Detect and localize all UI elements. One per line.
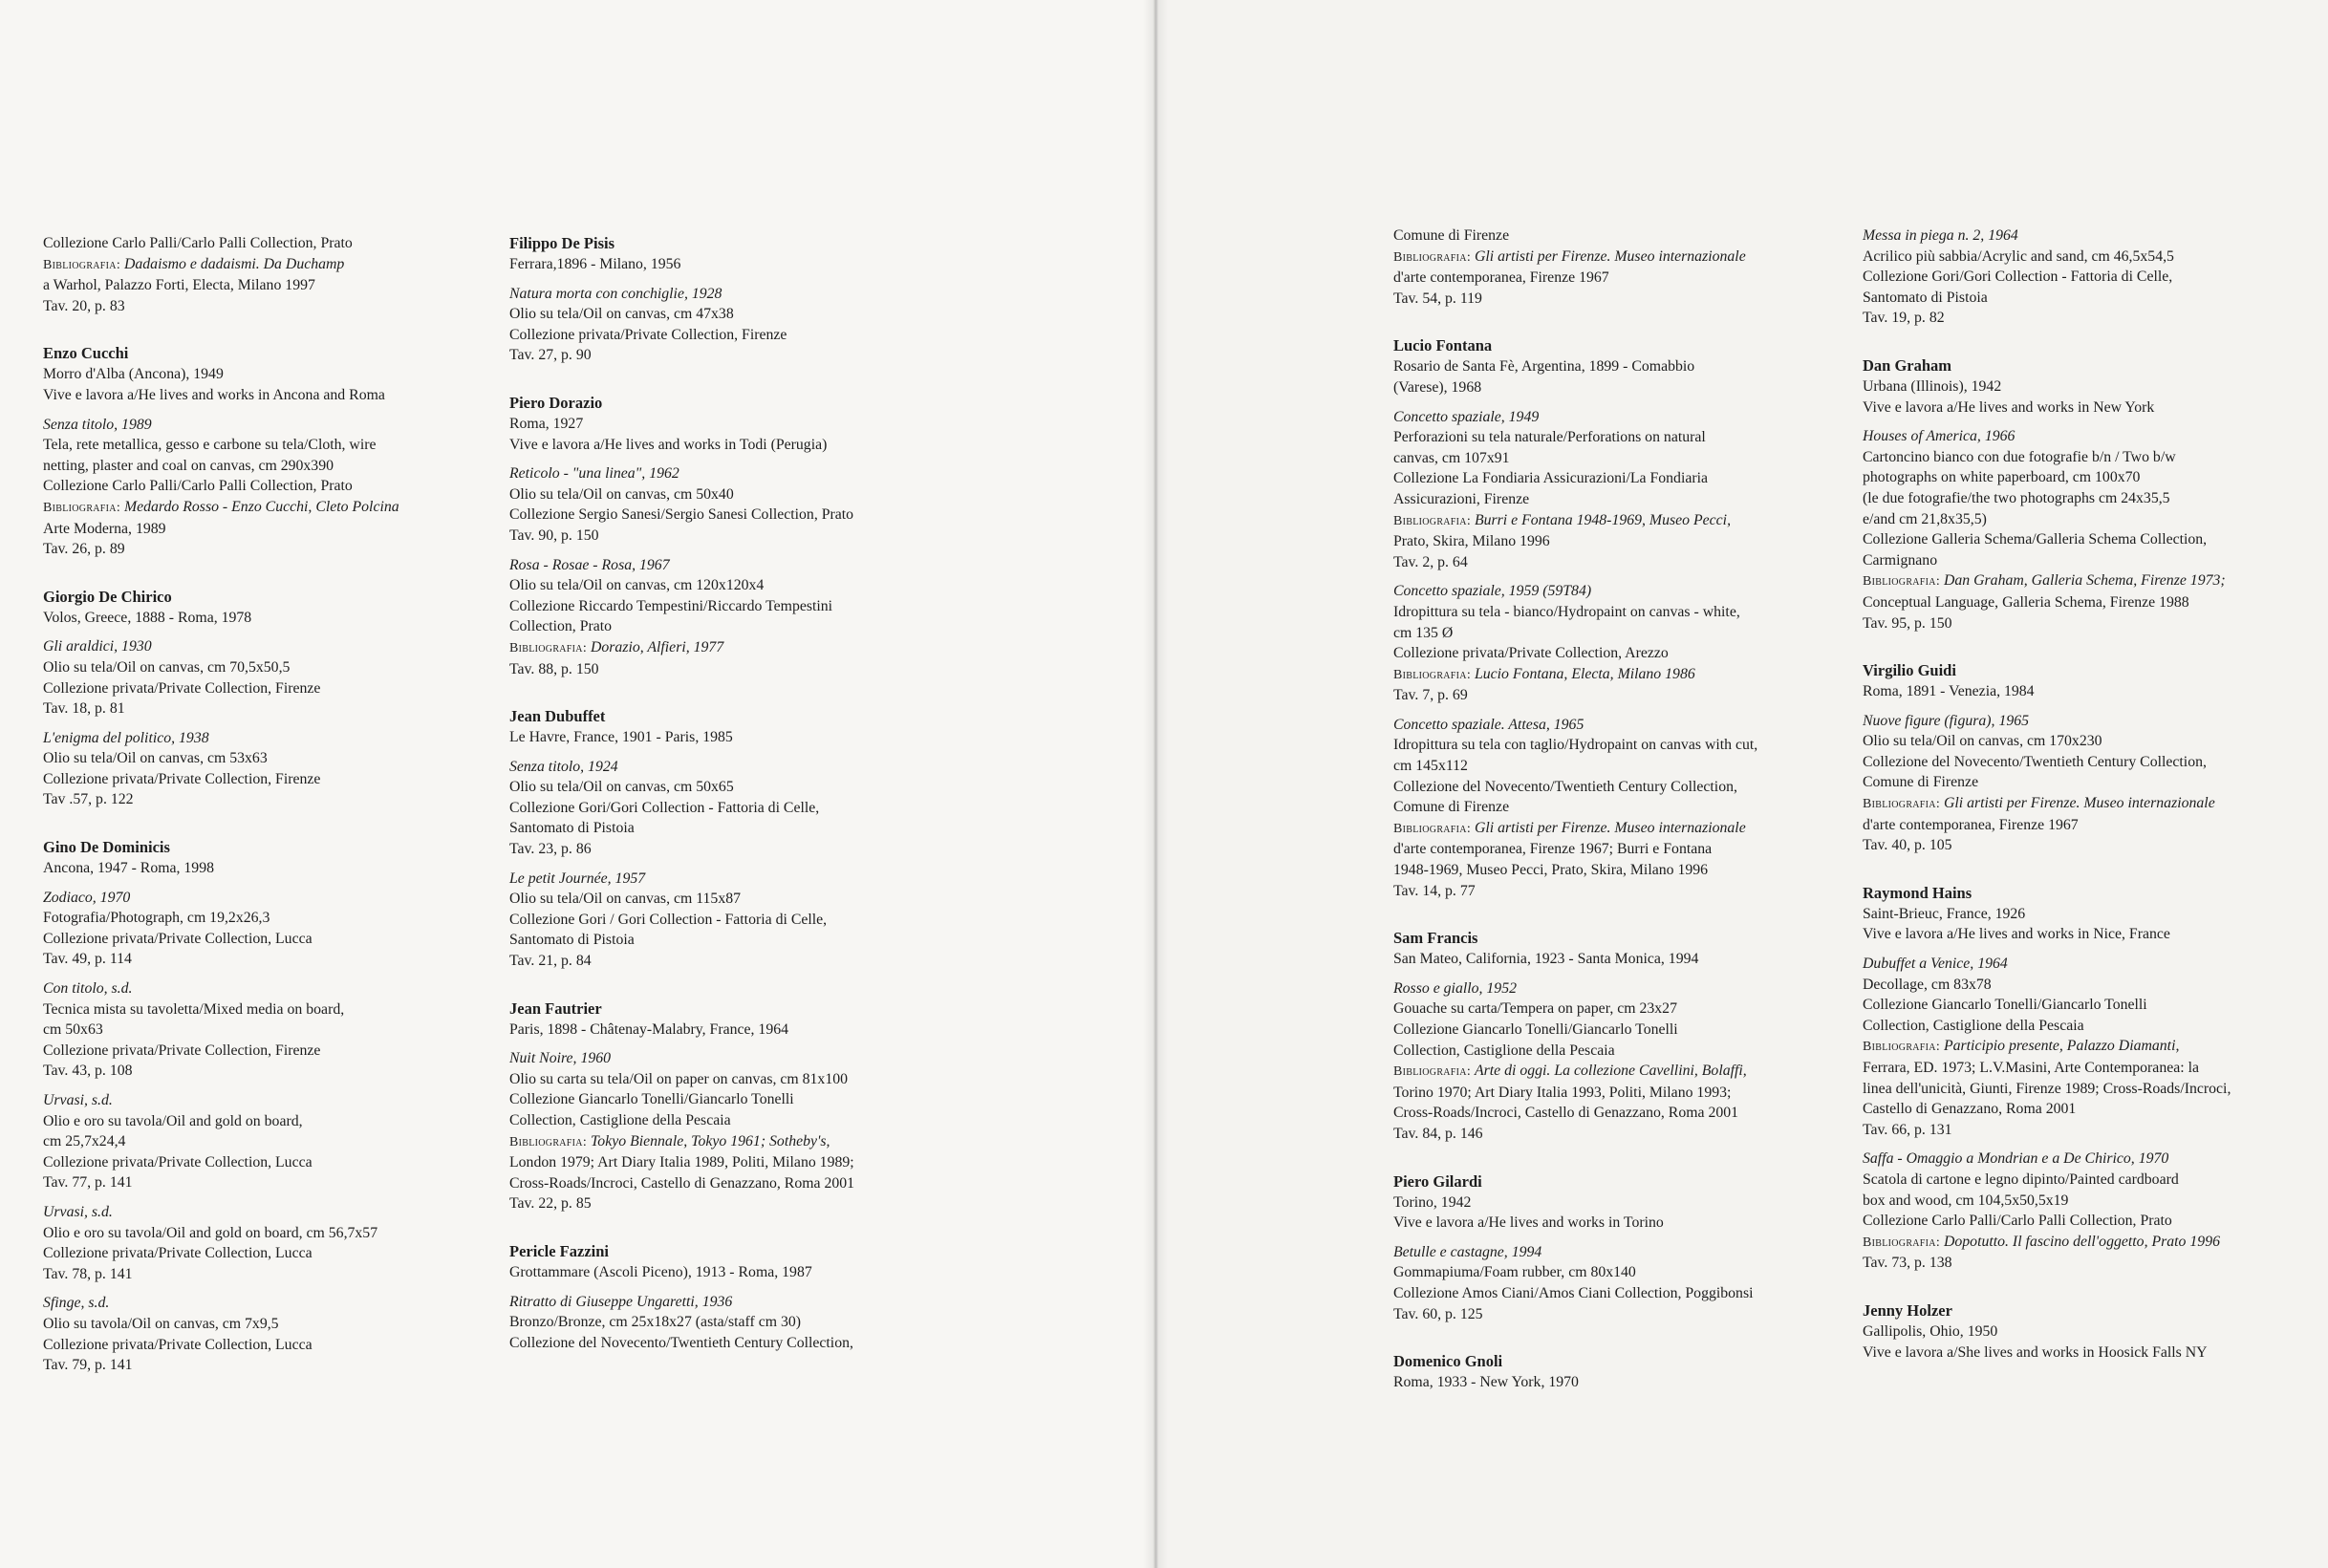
artist-entry [1863, 660, 2312, 856]
artwork [1863, 954, 2312, 1140]
artist-info: Le Havre, France, 1901 - Paris, 1985 [509, 729, 733, 746]
artwork-detail: Decollage, cm 83x78 [1863, 976, 1992, 993]
artwork [509, 555, 959, 680]
artwork-detail: Scatola di cartone e legno dipinto/Painted cardboard [1863, 1171, 2179, 1188]
bibliography-line [509, 1131, 959, 1153]
artist-entry [509, 706, 959, 972]
bibliography-text: Dadaismo e dadaismi. Da Duchamp [123, 255, 345, 272]
bibliography-line [1863, 570, 2312, 592]
artwork-detail: Tav. 60, p. 125 [1393, 1305, 1483, 1322]
artwork-detail: linea dell'unicità, Giunti, Firenze 1989; Cross-Roads/Incroci, [1863, 1080, 2231, 1097]
artist-entry [509, 1241, 959, 1353]
bibliography-text: Medardo Rosso - Enzo Cucchi, Cleto Polcina [123, 498, 399, 515]
artwork-detail: Gouache su carta/Tempera on paper, cm 23x27 [1393, 1000, 1677, 1018]
artist-info: Volos, Greece, 1888 - Roma, 1978 [43, 609, 252, 626]
artwork-detail: Collezione del Novecento/Twentieth Century Collection, [1393, 778, 1737, 795]
artwork-detail: netting, plaster and coal on canvas, cm 290x390 [43, 457, 334, 474]
artwork-detail: Tav. 66, p. 131 [1863, 1121, 1952, 1138]
artwork-detail: Tav. 90, p. 150 [509, 526, 599, 544]
artwork-detail: Collection, Castiglione della Pescaia [1863, 1017, 2084, 1034]
artwork-detail: Gommapiuma/Foam rubber, cm 80x140 [1393, 1264, 1636, 1281]
artwork-detail: Collezione Gori/Gori Collection - Fattoria di Celle, [1863, 268, 2173, 286]
bibliography-label: Bibliografia: [1863, 797, 1941, 812]
artwork-title: Natura morta con conchiglie, 1928 [509, 285, 722, 302]
artwork-detail: Collezione Sergio Sanesi/Sergio Sanesi Collection, Prato [509, 506, 854, 524]
artwork-detail: Olio su tela/Oil on canvas, cm 70,5x50,5 [43, 658, 291, 676]
artist-entry [509, 999, 959, 1214]
artist-entry [1863, 355, 2312, 634]
artwork [43, 728, 492, 810]
artwork-title: Ritratto di Giuseppe Ungaretti, 1936 [509, 1293, 733, 1310]
column-4 [1863, 226, 2312, 1389]
artwork-detail: Olio su tavola/Oil on canvas, cm 7x9,5 [43, 1315, 279, 1332]
artist-name: Raymond Hains [1863, 883, 1972, 902]
artwork-title: Zodiaco, 1970 [43, 889, 131, 906]
artwork [1393, 978, 1843, 1145]
artwork-detail: Collezione Carlo Palli/Carlo Palli Collection, Prato [43, 235, 353, 251]
artwork-detail: a Warhol, Palazzo Forti, Electa, Milano 1997 [43, 277, 315, 294]
artwork-detail: Santomato di Pistoia [509, 932, 635, 949]
bibliography-line [43, 497, 492, 519]
artist-entry [43, 587, 492, 810]
artwork-detail: Santomato di Pistoia [1863, 289, 1988, 306]
artwork-detail: Collezione privata/Private Collection, Firenze [509, 326, 787, 343]
artwork [1393, 1242, 1843, 1324]
artist-info: Vive e lavora a/He lives and works in Torino [1393, 1214, 1664, 1232]
artwork-detail: Tecnica mista su tavoletta/Mixed media on board, [43, 1000, 345, 1018]
artist-entry [1863, 883, 2312, 1274]
artwork-detail: Olio su tela/Oil on canvas, cm 50x40 [509, 485, 734, 503]
artwork-title: Nuove figure (figura), 1965 [1863, 712, 2030, 729]
bibliography-label: Bibliografia: [43, 500, 121, 515]
artwork-detail: Ferrara, ED. 1973; L.V.Masini, Arte Contemporanea: la [1863, 1060, 2199, 1076]
artwork [43, 1090, 492, 1193]
artwork-title: Urvasi, s.d. [43, 1092, 113, 1108]
artwork [509, 284, 959, 366]
artist-name: Filippo De Pisis [509, 234, 615, 252]
artwork-detail: Assicurazioni, Firenze [1393, 490, 1530, 507]
artwork-detail: Tav. 19, p. 82 [1863, 310, 1945, 327]
artwork [43, 415, 492, 560]
artist-info: Paris, 1898 - Châtenay-Malabry, France, 1964 [509, 1020, 789, 1038]
artwork-detail: Tav. 27, p. 90 [509, 347, 592, 364]
artwork [509, 869, 959, 972]
artwork-detail: Collezione privata/Private Collection, Firenze [43, 679, 321, 697]
column-2 [509, 233, 959, 1380]
bibliography-label: Bibliografia: [1393, 667, 1472, 682]
artwork-detail: Collezione privata/Private Collection, Lucca [43, 1245, 313, 1262]
artwork [43, 1202, 492, 1284]
artwork-detail: d'arte contemporanea, Firenze 1967; Burri e Fontana [1393, 841, 1713, 858]
artwork-detail: Castello di Genazzano, Roma 2001 [1863, 1101, 2077, 1118]
artwork-detail: cm 135 Ø [1393, 624, 1454, 641]
artwork [43, 888, 492, 970]
artwork-title: Gli araldici, 1930 [43, 638, 152, 655]
artist-entry [43, 343, 492, 559]
artwork [509, 1292, 959, 1354]
artwork-detail: Tav. 26, p. 89 [43, 541, 125, 558]
artwork [1863, 711, 2312, 856]
artwork-detail: Olio su tela/Oil on canvas, cm 170x230 [1863, 733, 2102, 750]
column-3 [1393, 226, 1843, 1420]
artist-name: Giorgio De Chirico [43, 587, 172, 606]
artwork-detail: Torino 1970; Art Diary Italia 1993, Politi, Milano 1993; [1393, 1084, 1732, 1101]
artwork-detail: cm 25,7x24,4 [43, 1133, 126, 1150]
artwork-detail: Tav. 88, p. 150 [509, 660, 599, 677]
bibliography-label: Bibliografia: [509, 640, 588, 655]
artwork-detail: Tav. 73, p. 138 [1863, 1255, 1952, 1272]
artwork-detail: Tav. 79, p. 141 [43, 1357, 133, 1374]
artist-entry [1393, 226, 1843, 309]
artist-name: Piero Gilardi [1393, 1171, 1482, 1191]
artist-info: Roma, 1933 - New York, 1970 [1393, 1374, 1579, 1391]
bibliography-line [1393, 818, 1843, 840]
artist-name: Lucio Fontana [1393, 336, 1493, 355]
artwork-detail: Fotografia/Photograph, cm 19,2x26,3 [43, 910, 270, 927]
bibliography-line [1863, 793, 2312, 815]
artwork-detail: Bronzo/Bronze, cm 25x18x27 (asta/staff cm 30) [509, 1314, 802, 1331]
artist-name: Virgilio Guidi [1863, 661, 1956, 680]
artwork-detail: Olio su tela/Oil on canvas, cm 120x120x4 [509, 577, 765, 594]
artwork-detail: cm 145x112 [1393, 758, 1468, 775]
artwork-detail: London 1979; Art Diary Italia 1989, Politi, Milano 1989; [509, 1154, 854, 1171]
bibliography-text: Tokyo Biennale, Tokyo 1961; Sotheby's, [590, 1132, 830, 1149]
artwork-title: Betulle e castagne, 1994 [1393, 1243, 1542, 1260]
artist-entry [1393, 1351, 1843, 1393]
artist-name: Domenico Gnoli [1393, 1352, 1503, 1371]
artist-entry [1863, 226, 2312, 329]
column-1 [43, 233, 492, 1403]
artwork-detail: Olio e oro su tavola/Oil and gold on board, [43, 1112, 303, 1129]
artist-entry [1393, 335, 1843, 901]
artwork-detail: Collezione Amos Ciani/Amos Ciani Collection, Poggibonsi [1393, 1284, 1754, 1301]
artwork-detail: Collezione Carlo Palli/Carlo Palli Collection, Prato [1863, 1213, 2172, 1230]
artwork-detail: Tav. 40, p. 105 [1863, 837, 1952, 854]
artwork-detail: Cartoncino bianco con due fotografie b/n / Two b/w [1863, 448, 2176, 465]
artwork-title: Saffa - Omaggio a Mondrian e a De Chirico, 1970 [1863, 1150, 2169, 1168]
artwork-detail: Collezione privata/Private Collection, Firenze [43, 770, 321, 787]
artwork-title: Senza titolo, 1989 [43, 416, 152, 433]
artwork-detail: e/and cm 21,8x35,5) [1863, 510, 1987, 527]
artwork-detail: Collezione Giancarlo Tonelli/Giancarlo Tonelli [1393, 1021, 1678, 1038]
artwork-title: Concetto spaziale. Attesa, 1965 [1393, 716, 1584, 733]
artwork-detail: Collezione Giancarlo Tonelli/Giancarlo Tonelli [509, 1091, 794, 1108]
artwork-detail: Olio su tela/Oil on canvas, cm 47x38 [509, 306, 734, 323]
artwork-detail: Cross-Roads/Incroci, Castello di Genazzano, Roma 2001 [509, 1174, 855, 1192]
artwork-detail: Collezione Riccardo Tempestini/Riccardo Tempestini [509, 597, 833, 614]
artist-entry [43, 233, 492, 316]
artwork-title: Rosso e giallo, 1952 [1393, 979, 1518, 997]
artwork-title: Messa in piega n. 2, 1964 [1863, 227, 2018, 244]
artwork-detail: Collezione privata/Private Collection, Lucca [43, 930, 313, 947]
bibliography-line [1393, 664, 1843, 686]
artist-info: Vive e lavora a/He lives and works in New York [1863, 398, 2155, 416]
book-gutter [1143, 0, 1168, 1568]
artwork [1863, 1149, 2312, 1274]
artwork-detail: (le due fotografie/the two photographs cm 24x35,5 [1863, 489, 2170, 506]
artist-info: Roma, 1891 - Venezia, 1984 [1863, 683, 2035, 700]
artist-info: Vive e lavora a/He lives and works in Ancona and Roma [43, 386, 385, 403]
artwork-detail: Olio e oro su tavola/Oil and gold on board, cm 56,7x57 [43, 1224, 378, 1241]
artwork-title: L'enigma del politico, 1938 [43, 729, 209, 746]
artwork [43, 978, 492, 1082]
artwork-detail: Olio su carta su tela/Oil on paper on canvas, cm 81x100 [509, 1070, 849, 1087]
artwork-detail: Tav. 78, p. 141 [43, 1265, 133, 1282]
artist-info: San Mateo, California, 1923 - Santa Monica, 1994 [1393, 951, 1699, 968]
bibliography-label: Bibliografia: [1393, 1064, 1472, 1080]
bibliography-label: Bibliografia: [1863, 1235, 1941, 1250]
artwork-detail: Tav. 21, p. 84 [509, 953, 592, 970]
artwork-title: Rosa - Rosae - Rosa, 1967 [509, 556, 670, 573]
artwork-detail: Collezione Giancarlo Tonelli/Giancarlo Tonelli [1863, 997, 2147, 1014]
bibliography-label: Bibliografia: [1863, 574, 1941, 590]
bibliography-text: Arte di oggi. La collezione Cavellini, Bolaffi, [1474, 1063, 1747, 1080]
artist-entry [509, 393, 959, 679]
artwork-detail: Olio su tela/Oil on canvas, cm 53x63 [43, 750, 268, 767]
artwork-detail: Idropittura su tela con taglio/Hydropaint on canvas with cut, [1393, 737, 1758, 754]
artwork [1863, 226, 2312, 329]
bibliography-text: Gli artisti per Firenze. Museo internazionale [1943, 795, 2215, 812]
artwork-detail: photographs on white paperboard, cm 100x70 [1863, 469, 2141, 486]
artwork-detail: box and wood, cm 104,5x50,5x19 [1863, 1192, 2069, 1209]
artwork-detail: Tav. 49, p. 114 [43, 951, 132, 968]
artwork [43, 636, 492, 719]
bibliography-line [43, 254, 492, 276]
artwork-detail: Collezione privata/Private Collection, Lucca [43, 1336, 313, 1353]
artwork-detail: Cross-Roads/Incroci, Castello di Genazzano, Roma 2001 [1393, 1105, 1739, 1122]
artwork-detail: Idropittura su tela - bianco/Hydropaint on canvas - white, [1393, 603, 1740, 620]
artwork-title: Con titolo, s.d. [43, 980, 133, 998]
bibliography-label: Bibliografia: [509, 1134, 588, 1149]
artwork [1393, 581, 1843, 706]
artwork-detail: Santomato di Pistoia [509, 820, 635, 837]
artwork-detail: Tela, rete metallica, gesso e carbone su tela/Cloth, wire [43, 437, 377, 454]
artwork-title: Dubuffet a Venice, 1964 [1863, 956, 2008, 973]
artist-info: Morro d'Alba (Ancona), 1949 [43, 366, 224, 383]
artwork-detail: Conceptual Language, Galleria Schema, Firenze 1988 [1863, 593, 2189, 611]
bibliography-text: Gli artisti per Firenze. Museo internazionale [1474, 819, 1746, 836]
artwork-detail: Tav. 22, p. 85 [509, 1195, 592, 1213]
artwork-detail: Comune di Firenze [1393, 227, 1510, 244]
artwork-title: Houses of America, 1966 [1863, 428, 2015, 445]
artist-entry [509, 233, 959, 366]
artwork-detail: Arte Moderna, 1989 [43, 520, 166, 537]
artwork [43, 233, 492, 316]
artist-info: Vive e lavora a/He lives and works in Todi (Perugia) [509, 436, 828, 453]
artwork [1393, 715, 1843, 901]
artist-name: Jean Fautrier [509, 999, 602, 1018]
artwork-detail: Comune di Firenze [1393, 799, 1510, 816]
artist-name: Enzo Cucchi [43, 344, 129, 363]
bibliography-line [1863, 1036, 2312, 1058]
artwork-detail: Perforazioni su tela naturale/Perforations on natural [1393, 429, 1706, 446]
artwork-detail: Tav. 43, p. 108 [43, 1063, 133, 1080]
bibliography-text: Dopotutto. Il fascino dell'oggetto, Prato 1996 [1943, 1233, 2220, 1250]
bibliography-label: Bibliografia: [43, 257, 121, 272]
artwork-detail: Collection, Castiglione della Pescaia [509, 1112, 731, 1128]
artist-info: Grottammare (Ascoli Piceno), 1913 - Roma, 1987 [509, 1263, 812, 1280]
artwork-detail: 1948-1969, Museo Pecci, Prato, Skira, Milano 1996 [1393, 862, 1709, 879]
artwork-detail: d'arte contemporanea, Firenze 1967 [1863, 816, 2079, 833]
artist-entry [1393, 1171, 1843, 1325]
bibliography-text: Participio presente, Palazzo Diamanti, [1943, 1038, 2180, 1055]
artist-name: Piero Dorazio [509, 393, 603, 412]
artist-info: Vive e lavora a/She lives and works in Hoosick Falls NY [1863, 1343, 2208, 1361]
artist-info: (Varese), 1968 [1393, 378, 1482, 396]
artist-name: Gino De Dominicis [43, 838, 170, 857]
artwork-detail: Collezione privata/Private Collection, Firenze [43, 1042, 321, 1059]
artwork-title: Le petit Journée, 1957 [509, 870, 646, 887]
bibliography-text: Lucio Fontana, Electa, Milano 1986 [1474, 665, 1695, 682]
artwork-detail: Tav. 84, p. 146 [1393, 1125, 1483, 1142]
artwork-detail: canvas, cm 107x91 [1393, 449, 1510, 466]
artwork-detail: Acrilico più sabbia/Acrylic and sand, cm 46,5x54,5 [1863, 247, 2174, 265]
artwork-detail: Prato, Skira, Milano 1996 [1393, 533, 1550, 550]
artist-name: Sam Francis [1393, 929, 1478, 948]
bibliography-text: Dan Graham, Galleria Schema, Firenze 1973; [1943, 572, 2226, 590]
artwork-detail: Tav. 7, p. 69 [1393, 687, 1468, 704]
artwork-detail: Collezione Carlo Palli/Carlo Palli Collection, Prato [43, 478, 353, 495]
artwork-detail: Tav. 18, p. 81 [43, 700, 125, 718]
artwork-detail: Collezione Galleria Schema/Galleria Schema Collection, [1863, 531, 2208, 548]
artwork-detail: Carmignano [1863, 551, 1938, 569]
artwork-detail: Tav. 77, p. 141 [43, 1174, 133, 1192]
artwork-detail: Collezione Gori/Gori Collection - Fattoria di Celle, [509, 799, 820, 816]
artwork-detail: Collezione del Novecento/Twentieth Century Collection, [1863, 753, 2207, 770]
bibliography-label: Bibliografia: [1393, 513, 1472, 528]
artwork-detail: Tav. 20, p. 83 [43, 297, 125, 314]
artist-info: Urbana (Illinois), 1942 [1863, 377, 2002, 395]
bibliography-line [1393, 510, 1843, 532]
bibliography-line [1863, 1232, 2312, 1254]
artist-name: Jenny Holzer [1863, 1300, 1952, 1320]
artist-entry [43, 837, 492, 1376]
artwork-detail: Tav. 95, p. 150 [1863, 614, 1952, 632]
artist-name: Jean Dubuffet [509, 707, 606, 726]
artwork-title: Concetto spaziale, 1949 [1393, 408, 1540, 425]
artwork [43, 1293, 492, 1375]
bibliography-text: Gli artisti per Firenze. Museo internazionale [1474, 247, 1746, 265]
artist-info: Roma, 1927 [509, 415, 584, 432]
artwork-detail: Tav. 23, p. 86 [509, 841, 592, 858]
artwork-detail: Collezione La Fondiaria Assicurazioni/La Fondiaria [1393, 470, 1709, 487]
artwork-detail: Collezione del Novecento/Twentieth Century Collection, [509, 1334, 853, 1351]
artist-entry [1393, 928, 1843, 1144]
artwork-detail: cm 50x63 [43, 1021, 103, 1039]
artist-info: Gallipolis, Ohio, 1950 [1863, 1322, 1998, 1340]
artwork-title: Urvasi, s.d. [43, 1203, 113, 1220]
artwork-detail: Collection, Castiglione della Pescaia [1393, 1042, 1615, 1059]
artist-info: Torino, 1942 [1393, 1193, 1472, 1211]
bibliography-label: Bibliografia: [1863, 1040, 1941, 1055]
artwork [1863, 426, 2312, 634]
artwork [1393, 226, 1843, 309]
artwork-detail: Olio su tela/Oil on canvas, cm 50x65 [509, 779, 734, 796]
artwork-title: Sfinge, s.d. [43, 1295, 110, 1312]
bibliography-line [1393, 247, 1843, 268]
bibliography-label: Bibliografia: [1393, 821, 1472, 836]
artwork-detail: Tav. 54, p. 119 [1393, 290, 1482, 307]
artwork-title: Concetto spaziale, 1959 (59T84) [1393, 583, 1592, 600]
artwork-detail: Tav .57, p. 122 [43, 791, 134, 808]
bibliography-line [1393, 1061, 1843, 1083]
artist-entry [1863, 1300, 2312, 1363]
artwork-detail: Collection, Prato [509, 618, 613, 635]
artist-info: Vive e lavora a/He lives and works in Nice, France [1863, 926, 2170, 943]
bibliography-text: Burri e Fontana 1948-1969, Museo Pecci, [1474, 511, 1732, 528]
artist-info: Rosario de Santa Fè, Argentina, 1899 - Comabbio [1393, 358, 1695, 376]
bibliography-line [509, 637, 959, 659]
artist-info: Saint-Brieuc, France, 1926 [1863, 905, 2026, 922]
bibliography-label: Bibliografia: [1393, 249, 1472, 265]
artwork [509, 1048, 959, 1214]
artwork-detail: Olio su tela/Oil on canvas, cm 115x87 [509, 891, 742, 908]
artist-info: Ancona, 1947 - Roma, 1998 [43, 860, 215, 877]
artwork [1393, 407, 1843, 573]
artwork-title: Nuit Noire, 1960 [509, 1050, 612, 1067]
artist-name: Dan Graham [1863, 355, 1952, 375]
artwork-title: Reticolo - "una linea", 1962 [509, 465, 679, 483]
artwork-detail: Tav. 14, p. 77 [1393, 882, 1476, 899]
artist-info: Ferrara,1896 - Milano, 1956 [509, 256, 681, 272]
bibliography-text: Dorazio, Alfieri, 1977 [590, 638, 724, 655]
artwork-detail: Tav. 2, p. 64 [1393, 553, 1468, 570]
artwork [509, 463, 959, 546]
artwork [509, 757, 959, 860]
artist-name: Pericle Fazzini [509, 1241, 609, 1260]
artwork-detail: Collezione Gori / Gori Collection - Fattoria di Celle, [509, 911, 828, 928]
artwork-detail: Collezione privata/Private Collection, Arezzo [1393, 645, 1669, 662]
artwork-detail: Comune di Firenze [1863, 774, 1979, 791]
artwork-detail: Collezione privata/Private Collection, Lucca [43, 1153, 313, 1171]
artwork-title: Senza titolo, 1924 [509, 758, 618, 775]
artwork-detail: d'arte contemporanea, Firenze 1967 [1393, 269, 1609, 287]
